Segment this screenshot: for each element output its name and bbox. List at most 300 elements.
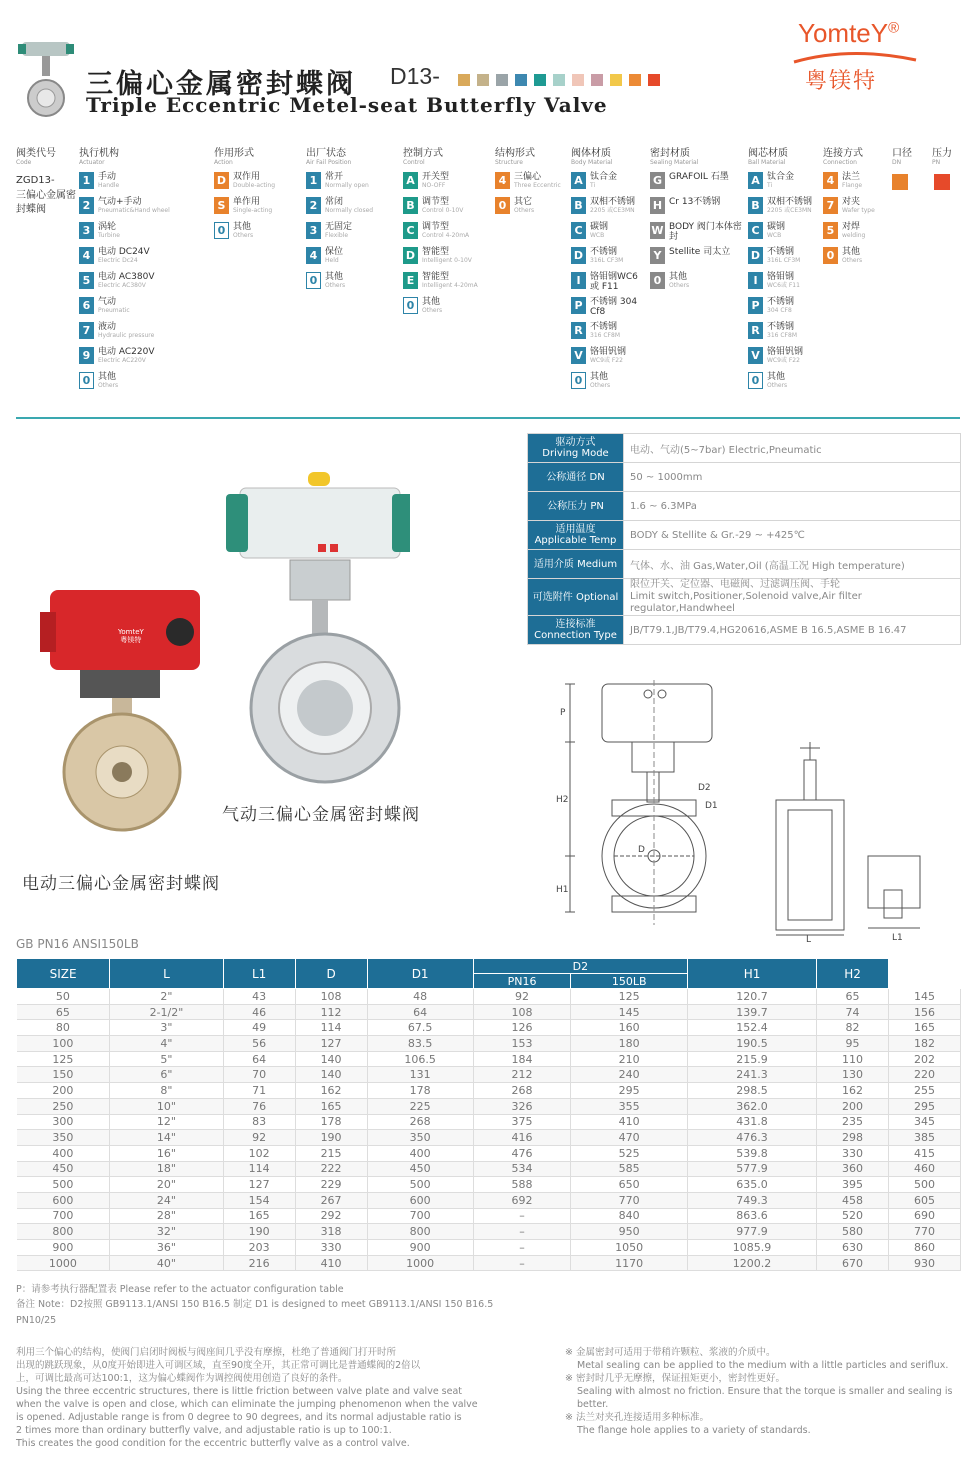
- table-cell: 298: [817, 1130, 889, 1146]
- table-row: [17, 1036, 961, 1052]
- legend-item-text: [98, 297, 130, 314]
- table-cell: 165: [889, 1020, 961, 1036]
- legend-item-text: [669, 247, 730, 257]
- actuator-logo-cn: 粤镁特: [120, 636, 142, 644]
- legend-code-box: 7: [79, 322, 94, 339]
- table-cell: –: [473, 1255, 571, 1271]
- table-cell: 203: [223, 1240, 295, 1256]
- legend-code-box: 0: [214, 222, 229, 239]
- table-row: [17, 1020, 961, 1036]
- electric-valve-caption: 电动三偏心金属密封蝶阀: [22, 874, 220, 894]
- legend-item-en: Others: [669, 282, 690, 289]
- legend-item-text: [98, 372, 118, 389]
- legend-code-box: E: [403, 272, 418, 289]
- table-cell: 395: [817, 1177, 889, 1193]
- pneumatic-valve-caption: 气动三偏心金属密封蝶阀: [222, 805, 420, 825]
- table-cell: 108: [473, 1004, 571, 1020]
- legend-control-item: [403, 247, 491, 272]
- description-left: [16, 1346, 516, 1450]
- table-cell: 330: [817, 1145, 889, 1161]
- legend-actuator-item: [79, 247, 204, 272]
- legend-body-item: [571, 322, 649, 347]
- legend-code-box: 5: [823, 222, 838, 239]
- dim-label-l: L: [806, 935, 812, 945]
- table-cell: 534: [473, 1161, 571, 1177]
- legend-item-cn: 电动 AC380V: [98, 272, 155, 282]
- legend-item-text: [669, 197, 720, 207]
- legend-failpos-header-cn: 出厂状态: [306, 148, 346, 159]
- table-cell: 4": [110, 1036, 224, 1052]
- table-cell: 670: [817, 1255, 889, 1271]
- legend-col-body: [571, 148, 649, 397]
- legend-item-en: Control 0-10V: [422, 207, 464, 214]
- legend-item-en: Wafer type: [842, 207, 875, 214]
- swatch-3: [515, 74, 527, 86]
- legend-item-en: Others: [842, 257, 863, 264]
- th-h1: H1: [687, 959, 816, 989]
- table-row: [17, 1083, 961, 1099]
- legend-code-box: 1: [79, 172, 94, 189]
- description-right-line: ※ 金属密封可适用于带稍许颗粒、浆液的介质中。: [565, 1347, 776, 1358]
- legend-code-box: 4: [823, 172, 838, 189]
- table-cell: 500: [367, 1177, 473, 1193]
- table-cell: 400: [367, 1145, 473, 1161]
- table-cell: 180: [571, 1036, 688, 1052]
- legend-item-en: Handle: [98, 182, 120, 189]
- table-cell: 1000: [367, 1255, 473, 1271]
- legend-control-item: [403, 222, 491, 247]
- legend-failpos-list: [306, 172, 396, 297]
- table-cell: 298.5: [687, 1083, 816, 1099]
- legend-item-cn: 其他: [842, 247, 861, 257]
- table-cell: 130: [817, 1067, 889, 1083]
- table-cell: 8": [110, 1083, 224, 1099]
- table-row: [17, 1161, 961, 1177]
- legend-item-text: [98, 347, 154, 364]
- table-cell: 10": [110, 1098, 224, 1114]
- brand-name: YomteY: [798, 18, 889, 48]
- table-cell: 375: [473, 1114, 571, 1130]
- legend-item-cn: 智能型: [422, 247, 450, 257]
- legend-item-en: Held: [325, 257, 339, 264]
- note-line-3: PN10/25: [16, 1315, 57, 1326]
- legend-item-cn: 无固定: [325, 222, 353, 232]
- legend-core-list: [748, 172, 820, 397]
- legend-item-cn: 常闭: [325, 197, 344, 207]
- legend-code-box: V: [748, 347, 763, 364]
- legend-col-control: [403, 148, 491, 322]
- table-cell: 267: [295, 1192, 367, 1208]
- legend-body-header-cn: 阀体材质: [571, 148, 611, 159]
- table-cell: 18": [110, 1161, 224, 1177]
- table-cell: 67.5: [367, 1020, 473, 1036]
- legend-action-list: [214, 172, 302, 247]
- table-cell: 1000: [17, 1255, 110, 1271]
- legend-code-box: 6: [79, 297, 94, 314]
- legend-item-cn: 不锈钢 304 Cf8: [590, 297, 638, 317]
- th-h2: H2: [817, 959, 889, 989]
- legend-code-box: C: [403, 222, 418, 239]
- legend-col-failpos: [306, 148, 396, 297]
- table-cell: 268: [473, 1083, 571, 1099]
- table-cell: 50: [17, 989, 110, 1005]
- description-right-line: Sealing with almost no friction. Ensure that the torque is smaller and sealing is better.: [577, 1386, 953, 1410]
- legend-item-text: [767, 197, 812, 214]
- legend-item-en: Electric AC380V: [98, 282, 146, 289]
- description-left-line: 利用三个偏心的结构，使阀门启闭时阀板与阀座间几乎没有摩擦，杜绝了普通阀门打开时所: [16, 1347, 397, 1358]
- legend-item-en: Others: [325, 282, 346, 289]
- legend-item-text: [842, 197, 875, 214]
- spec-key: [528, 434, 624, 463]
- note-line-2: 备注 Note：D2按照 GB9113.1/ANSI 150 B16.5 制定 D1 is designed to meet GB9113.1/ANSI 150 B16.5: [16, 1299, 494, 1310]
- legend-item-en: 2205 或CE3MN: [767, 207, 812, 214]
- table-cell: 255: [889, 1083, 961, 1099]
- th-size: SIZE: [17, 959, 110, 989]
- legend-code-box: R: [571, 322, 586, 339]
- table-cell: 330: [295, 1240, 367, 1256]
- legend-core-header-en: Ball Material: [748, 159, 786, 166]
- legend-core-item: [748, 222, 820, 247]
- dim-label-d: D: [638, 845, 645, 855]
- legend-item-text: [422, 172, 449, 189]
- legend-item-cn: BODY 阀门本体密封: [669, 222, 742, 242]
- legend-connection-list: [823, 172, 888, 272]
- table-cell: 385: [889, 1130, 961, 1146]
- table-cell: 162: [295, 1083, 367, 1099]
- legend-item-en: 304 CF8: [767, 307, 792, 314]
- legend-item-text: [842, 172, 862, 189]
- table-cell: 74: [817, 1004, 889, 1020]
- table-cell: 64: [367, 1004, 473, 1020]
- legend-item-text: [325, 197, 373, 214]
- legend-item-en: Others: [590, 382, 611, 389]
- electric-valve-photo: [40, 582, 210, 852]
- table-cell: 140: [295, 1051, 367, 1067]
- table-cell: –: [473, 1240, 571, 1256]
- legend-item-text: [233, 197, 272, 214]
- spec-table: [527, 433, 961, 645]
- table-cell: 100: [17, 1036, 110, 1052]
- legend-item-text: [590, 197, 635, 214]
- legend-seal-item: [650, 272, 745, 297]
- legend-body-header: [571, 148, 649, 166]
- table-cell: 600: [17, 1192, 110, 1208]
- table-cell: 362.0: [687, 1098, 816, 1114]
- legend-control-item: [403, 272, 491, 297]
- legend-control-header-cn: 控制方式: [403, 148, 443, 159]
- legend-item-en: Normally closed: [325, 207, 374, 214]
- legend-actuator-header-en: Actuator: [79, 159, 105, 166]
- legend-item-text: [842, 222, 865, 239]
- table-cell: 40": [110, 1255, 224, 1271]
- table-row: [17, 1224, 961, 1240]
- legend-actuator-item: [79, 322, 204, 347]
- table-row: [17, 1208, 961, 1224]
- legend-item-text: [422, 272, 478, 289]
- legend-dn-swatch: [892, 174, 908, 190]
- table-cell: 182: [889, 1036, 961, 1052]
- dimension-table: [16, 958, 961, 1271]
- table-cell: 500: [17, 1177, 110, 1193]
- table-cell: 292: [295, 1208, 367, 1224]
- table-cell: 65: [17, 1004, 110, 1020]
- legend-code-box: 0: [79, 372, 94, 389]
- legend-code-box: B: [403, 197, 418, 214]
- legend-item-cn: 不锈钢: [590, 322, 618, 332]
- legend-action-item: [214, 172, 302, 197]
- table-cell: 160: [571, 1020, 688, 1036]
- legend-code-desc: 三偏心金属密封蝶阀: [16, 190, 76, 215]
- table-cell: 355: [571, 1098, 688, 1114]
- table-cell: 1050: [571, 1240, 688, 1256]
- legend-item-text: [422, 197, 463, 214]
- swatch-4: [534, 74, 546, 86]
- legend-core-item: [748, 272, 820, 297]
- legend-seal-list: [650, 172, 745, 297]
- legend-failpos-item: [306, 197, 396, 222]
- legend-item-en: Others: [767, 382, 788, 389]
- legend-col-action: [214, 148, 302, 247]
- spec-value-text: 限位开关、定位器、电磁阀、过滤调压阀、手轮: [630, 579, 840, 590]
- legend-item-cn: 不锈钢: [767, 297, 795, 307]
- legend-item-cn: 双相不锈钢: [767, 197, 813, 207]
- legend-item-text: [669, 222, 745, 242]
- legend-dn-header-en: DN: [892, 159, 902, 166]
- table-cell: 120.7: [687, 989, 816, 1005]
- legend-item-en: WC9或 F22: [590, 357, 623, 364]
- spec-key: [528, 550, 624, 579]
- table-cell: 410: [295, 1255, 367, 1271]
- legend-connection-header-en: Connection: [823, 159, 857, 166]
- th-d: D: [295, 959, 367, 989]
- legend-code-box: C: [748, 222, 763, 239]
- legend-connection-header-cn: 连接方式: [823, 148, 863, 159]
- legend-failpos-item: [306, 272, 396, 297]
- legend-item-cn: 其他: [325, 272, 344, 282]
- legend-item-en: Single-acting: [233, 207, 273, 214]
- legend-item-cn: 其他: [669, 272, 688, 282]
- table-cell: 127: [295, 1036, 367, 1052]
- legend-pn-header: [932, 148, 952, 166]
- legend-dn-header-cn: 口径: [892, 148, 912, 159]
- table-cell: 210: [571, 1051, 688, 1067]
- legend-item-text: [422, 222, 469, 239]
- legend-item-en: Ti: [767, 182, 773, 189]
- legend-item-text: [767, 297, 794, 314]
- legend-item-cn: 法兰: [842, 172, 861, 182]
- dim-label-d2: D2: [698, 783, 711, 793]
- legend-body-item: [571, 372, 649, 397]
- legend-code-box: C: [571, 222, 586, 239]
- legend-code-box: 3: [79, 222, 94, 239]
- legend-item-cn: 调节型: [422, 197, 450, 207]
- legend-item-text: [590, 322, 620, 339]
- legend-item-cn: 保位: [325, 247, 344, 257]
- spec-row: [528, 434, 961, 463]
- legend-connection-item: [823, 247, 888, 272]
- legend-code-box: Y: [650, 247, 665, 264]
- valve-thumbnail-icon: [14, 38, 74, 120]
- table-cell: 190.5: [687, 1036, 816, 1052]
- legend-item-cn: 气动+手动: [98, 197, 142, 207]
- legend-core-item: [748, 247, 820, 272]
- table-cell: 64: [223, 1051, 295, 1067]
- spec-value: [624, 434, 961, 463]
- table-cell: 241.3: [687, 1067, 816, 1083]
- legend-item-cn: Cr 13不锈钢: [669, 197, 721, 207]
- table-cell: 200: [817, 1098, 889, 1114]
- table-cell: 3": [110, 1020, 224, 1036]
- table-cell: 460: [889, 1161, 961, 1177]
- legend-code-box: H: [650, 197, 665, 214]
- spec-key: [528, 521, 624, 550]
- table-cell: 110: [817, 1051, 889, 1067]
- legend-item-cn: 钛合金: [590, 172, 618, 182]
- table-cell: 106.5: [367, 1051, 473, 1067]
- legend-item-cn: 其他: [767, 372, 786, 382]
- legend-item-cn: 单作用: [233, 197, 261, 207]
- legend-code-box: 7: [823, 197, 838, 214]
- legend-code-header-en: Code: [16, 159, 32, 166]
- legend-item-en: Others: [422, 307, 443, 314]
- legend-item-text: [514, 172, 561, 189]
- legend-action-header: [214, 148, 302, 166]
- table-cell: 1200.2: [687, 1255, 816, 1271]
- brand-logo-en: [798, 18, 899, 49]
- legend-item-en: Ti: [590, 182, 596, 189]
- legend-item-en: Control 4-20mA: [422, 232, 470, 239]
- legend-code-header: [16, 148, 56, 166]
- header-valve-thumbnail: [14, 38, 74, 120]
- legend-connection-item: [823, 222, 888, 247]
- legend-control-item: [403, 172, 491, 197]
- legend-item-en: NO-OFF: [422, 182, 446, 189]
- table-cell: 476: [473, 1145, 571, 1161]
- table-cell: 32": [110, 1224, 224, 1240]
- table-cell: 126: [473, 1020, 571, 1036]
- legend-code-box: G: [650, 172, 665, 189]
- legend-core-item: [748, 297, 820, 322]
- th-l: L: [110, 959, 224, 989]
- legend-action-item: [214, 222, 302, 247]
- table-cell: 178: [295, 1114, 367, 1130]
- legend-col-actuator: [79, 148, 204, 397]
- table-cell: 114: [295, 1020, 367, 1036]
- legend-item-en: Intelligent 4-20mA: [422, 282, 478, 289]
- table-cell: 450: [367, 1161, 473, 1177]
- table-cell: 127: [223, 1177, 295, 1193]
- spec-key: [528, 463, 624, 492]
- legend-structure-list: [495, 172, 570, 222]
- table-row: [17, 1240, 961, 1256]
- legend-item-cn: 铬钼钢: [767, 272, 795, 282]
- legend-item-en: Others: [98, 382, 119, 389]
- table-row: [17, 1067, 961, 1083]
- legend-item-cn: 气动: [98, 297, 117, 307]
- legend-seal-item: [650, 222, 745, 247]
- spec-value-text: 50 ~ 1000mm: [630, 471, 703, 483]
- table-cell: 635.0: [687, 1177, 816, 1193]
- legend-core-header-cn: 阀芯材质: [748, 148, 788, 159]
- description-right: [565, 1346, 965, 1437]
- legend-item-text: [98, 222, 120, 239]
- table-row: [17, 1114, 961, 1130]
- table-cell: 150: [17, 1067, 110, 1083]
- legend-item-text: [590, 222, 608, 239]
- table-cell: 800: [367, 1224, 473, 1240]
- spec-key-en: Connection Type: [534, 630, 617, 641]
- legend-col-core: [748, 148, 820, 397]
- table-cell: 165: [295, 1098, 367, 1114]
- swatch-0: [458, 74, 470, 86]
- table-cell: 16": [110, 1145, 224, 1161]
- legend-item-text: [325, 272, 345, 289]
- table-cell: 326: [473, 1098, 571, 1114]
- legend-item-cn: 常开: [325, 172, 344, 182]
- legend-item-en: Flange: [842, 182, 863, 189]
- legend-item-en: welding: [842, 232, 866, 239]
- legend-item-en: Three Eccentric: [514, 182, 561, 189]
- legend-item-cn: Stellite 司太立: [669, 247, 731, 257]
- legend-control-list: [403, 172, 491, 322]
- legend-item-cn: 碳钢: [767, 222, 786, 232]
- legend-item-cn: 调节型: [422, 222, 450, 232]
- table-cell: 156: [889, 1004, 961, 1020]
- legend-code-box: 3: [306, 222, 321, 239]
- spec-value-text: 气体、水、油 Gas,Water,Oil (高温工况 High temperature): [630, 560, 905, 572]
- legend-item-text: [233, 222, 253, 239]
- th-d2: D2: [473, 959, 687, 974]
- legend-connection-item: [823, 197, 888, 222]
- table-cell: 6": [110, 1067, 224, 1083]
- spec-row: [528, 492, 961, 521]
- legend-item-text: [590, 347, 626, 364]
- legend-code-box: 2: [306, 197, 321, 214]
- legend-core-item: [748, 372, 820, 397]
- legend-item-cn: 其他: [98, 372, 117, 382]
- legend-pn-swatch: [934, 174, 950, 190]
- table-cell: 268: [367, 1114, 473, 1130]
- legend-body-item: [571, 172, 649, 197]
- legend-item-cn: 开关型: [422, 172, 450, 182]
- model-prefix: D13-: [390, 63, 440, 89]
- legend-body-list: [571, 172, 649, 397]
- table-cell: 165: [223, 1208, 295, 1224]
- legend-core-item: [748, 197, 820, 222]
- legend-item-text: [669, 272, 689, 289]
- legend-code-box: 4: [495, 172, 510, 189]
- table-cell: 431.8: [687, 1114, 816, 1130]
- legend-item-cn: 铬钼钒钢: [590, 347, 627, 357]
- description-right-line: ※ 法兰对夹孔连接适用多种标准。: [565, 1412, 709, 1423]
- legend-actuator-item: [79, 172, 204, 197]
- legend-item-text: [422, 247, 472, 264]
- table-cell: 350: [367, 1130, 473, 1146]
- table-cell: –: [473, 1224, 571, 1240]
- legend-code-value: ZGD13-: [16, 175, 55, 186]
- legend-item-cn: 双作用: [233, 172, 261, 182]
- legend-seal-header-cn: 密封材质: [650, 148, 690, 159]
- legend-actuator-item: [79, 272, 204, 297]
- table-cell: 49: [223, 1020, 295, 1036]
- legend-connection-header: [823, 148, 888, 166]
- swatch-8: [610, 74, 622, 86]
- legend-code-box: 1: [306, 172, 321, 189]
- legend-body-header-en: Body Material: [571, 159, 613, 166]
- legend-actuator-item: [79, 222, 204, 247]
- table-row: [17, 989, 961, 1005]
- color-swatches: [458, 74, 667, 86]
